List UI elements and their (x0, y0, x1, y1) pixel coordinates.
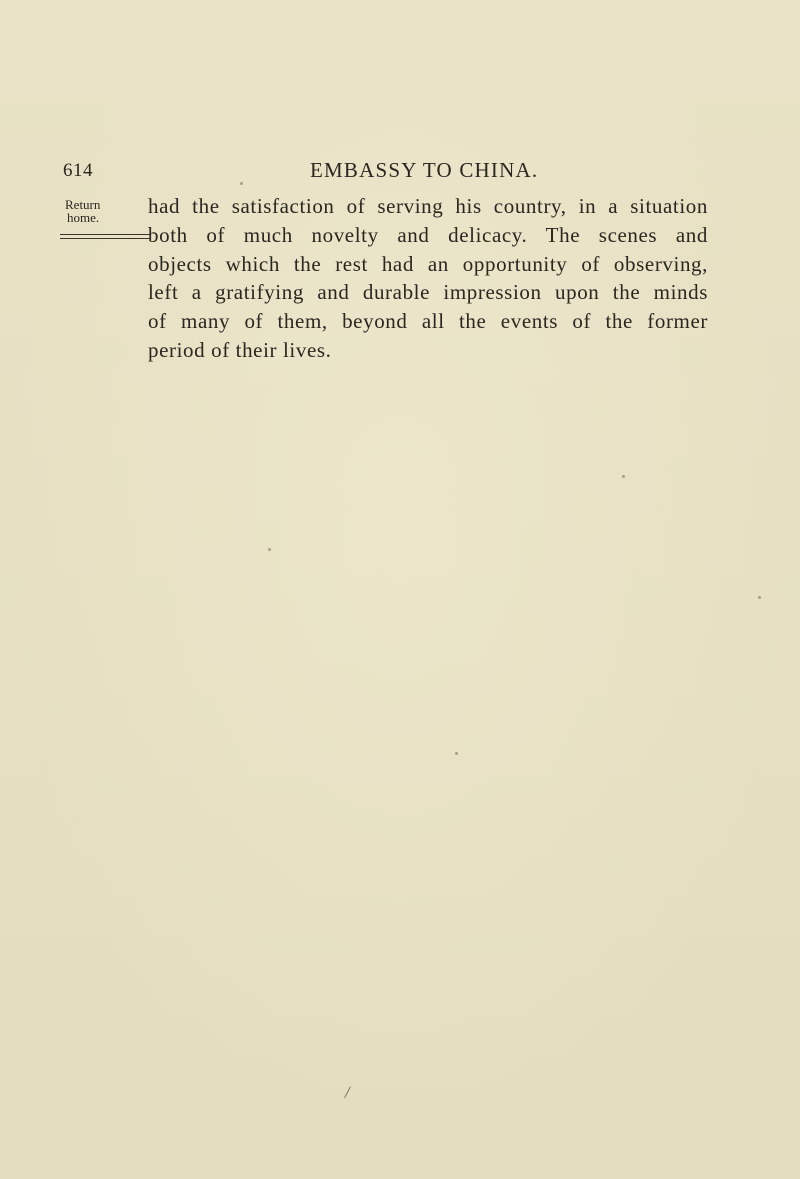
margin-note-line: home. (67, 210, 100, 225)
text-line: left a gratifying and durable impression upon the minds (148, 280, 708, 305)
body-paragraph (148, 192, 708, 365)
text-line: had the satisfaction of serving his country, in a situation (148, 194, 708, 218)
margin-note (63, 198, 143, 224)
text-line: both of much novelty and delicacy. The scenes and (148, 222, 708, 247)
text-line: period of their lives. (148, 337, 332, 362)
text-line: of many of them, beyond all the events of the former (148, 309, 708, 334)
paper-speck (622, 475, 625, 478)
paper-speck (240, 182, 243, 185)
text-line: objects which the rest had an opportunity of observing, (148, 251, 708, 276)
paper-speck (268, 548, 271, 551)
running-head: EMBASSY TO CHINA. (310, 158, 539, 182)
margin-note-line: Return (65, 197, 101, 212)
page-number: 614 (63, 160, 93, 181)
paper-speck (455, 752, 458, 755)
stray-pencil-mark: / (343, 1081, 352, 1103)
paper-speck (758, 596, 761, 599)
double-rule-divider (60, 234, 150, 239)
